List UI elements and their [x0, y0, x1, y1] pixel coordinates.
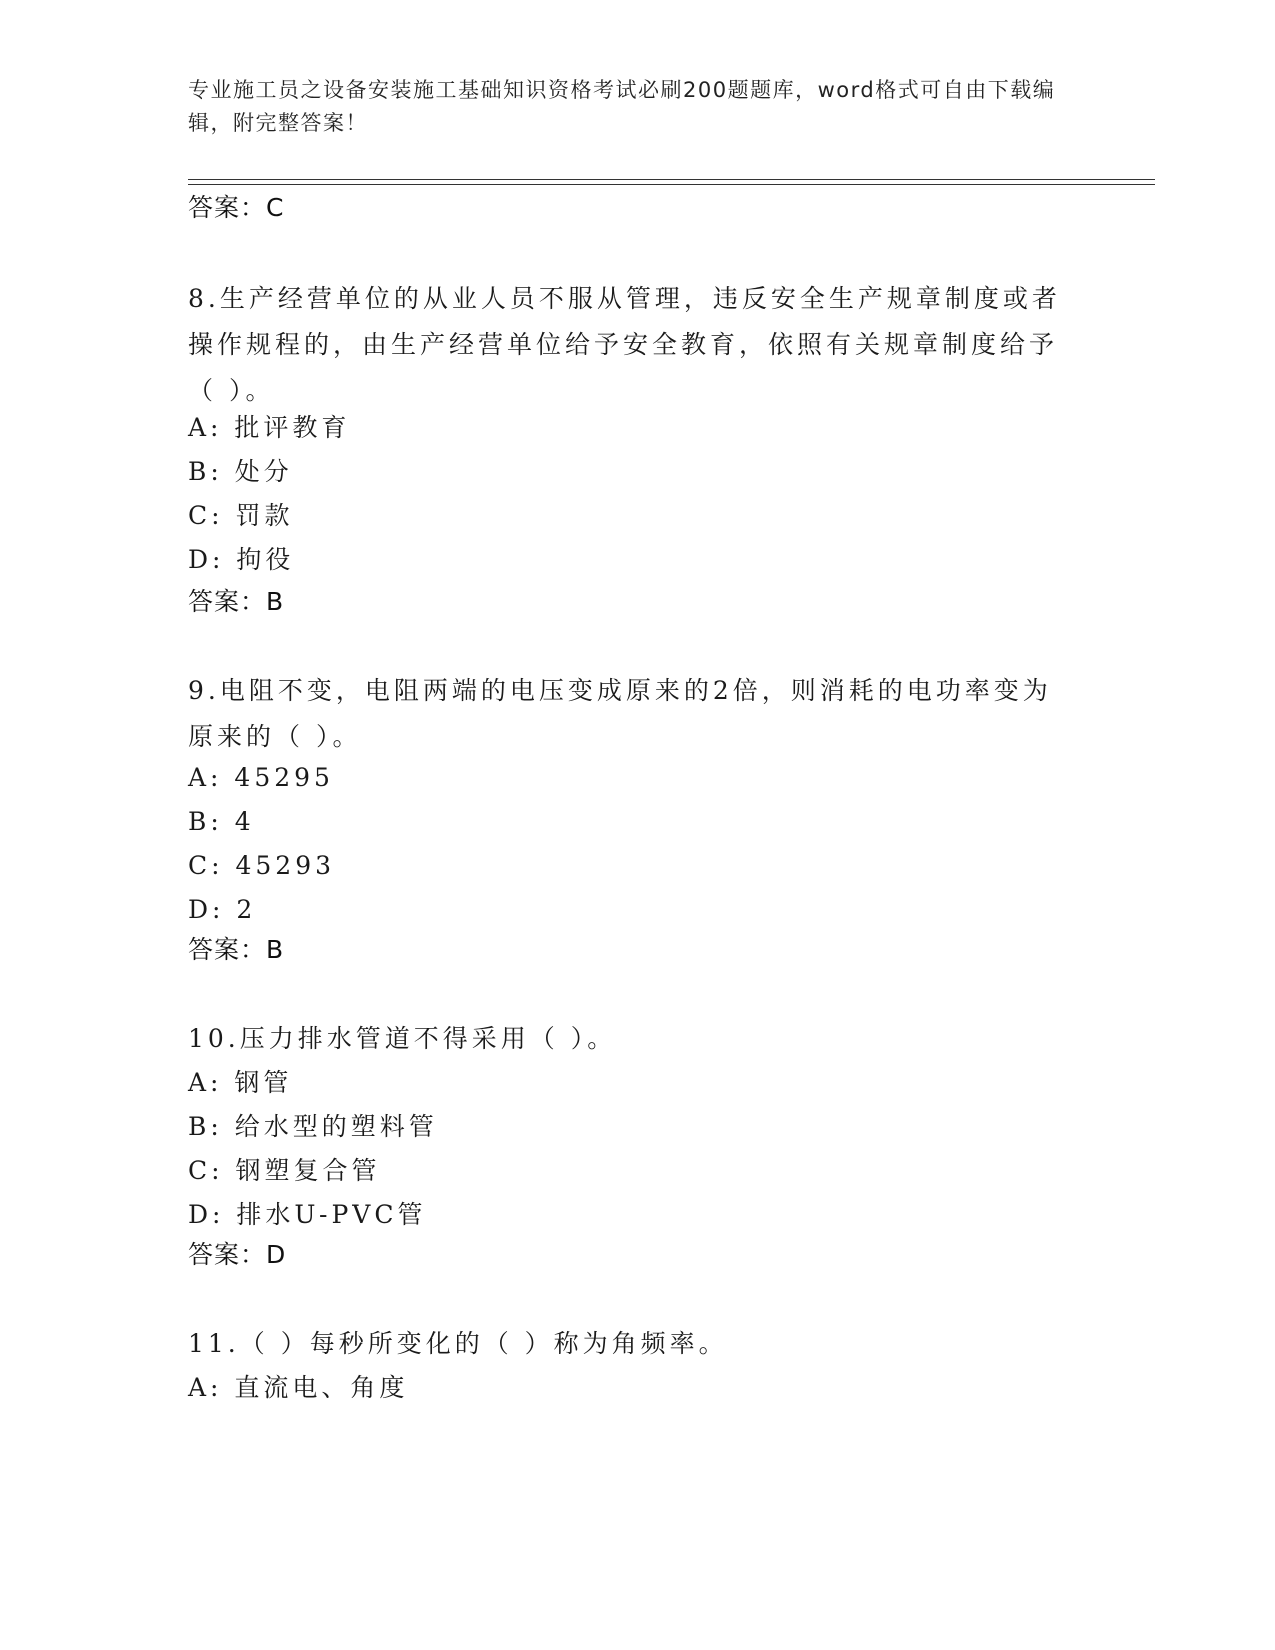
question-10-answer: 答案：D — [188, 1240, 287, 1269]
question-11-option-a: A: 直流电、角度 — [188, 1373, 409, 1402]
question-8-answer: 答案：B — [188, 587, 285, 616]
question-10-option-b: B: 给水型的塑料管 — [188, 1112, 438, 1141]
question-8-option-a: A: 批评教育 — [188, 413, 351, 442]
question-10-option-a: A: 钢管 — [188, 1068, 293, 1097]
question-9-option-a: A: 45295 — [188, 763, 334, 792]
question-8-stem: 8.生产经营单位的从业人员不服从管理，违反安全生产规章制度或者操作规程的，由生产经营单位给予安全教育，依照有关规章制度给予（ ）。 — [188, 284, 1061, 405]
header-divider-bottom — [188, 184, 1155, 185]
question-9-stem: 9.电阻不变，电阻两端的电压变成原来的2倍，则消耗的电功率变为原来的（ ）。 — [188, 676, 1052, 751]
question-10-option-d: D: 排水U-PVC管 — [188, 1200, 427, 1229]
header-divider-top — [188, 179, 1155, 180]
question-10-option-c: C: 钢塑复合管 — [188, 1156, 381, 1185]
question-9-option-d: D: 2 — [188, 895, 257, 924]
question-8-option-d: D: 拘役 — [188, 545, 295, 574]
question-9-option-b: B: 4 — [188, 807, 255, 836]
question-9-answer: 答案：B — [188, 935, 285, 964]
question-10-stem: 10.压力排水管道不得采用（ ）。 — [188, 1024, 617, 1053]
previous-answer: 答案：C — [188, 193, 285, 222]
question-8-option-b: B: 处分 — [188, 457, 293, 486]
question-11-stem: 11.（ ）每秒所变化的（ ）称为角频率。 — [188, 1329, 728, 1358]
question-9-option-c: C: 45293 — [188, 851, 336, 880]
question-8-option-c: C: 罚款 — [188, 501, 294, 530]
document-header: 专业施工员之设备安装施工基础知识资格考试必刷200题题库，word格式可自由下载编辑，附完整答案！ — [188, 78, 1056, 135]
